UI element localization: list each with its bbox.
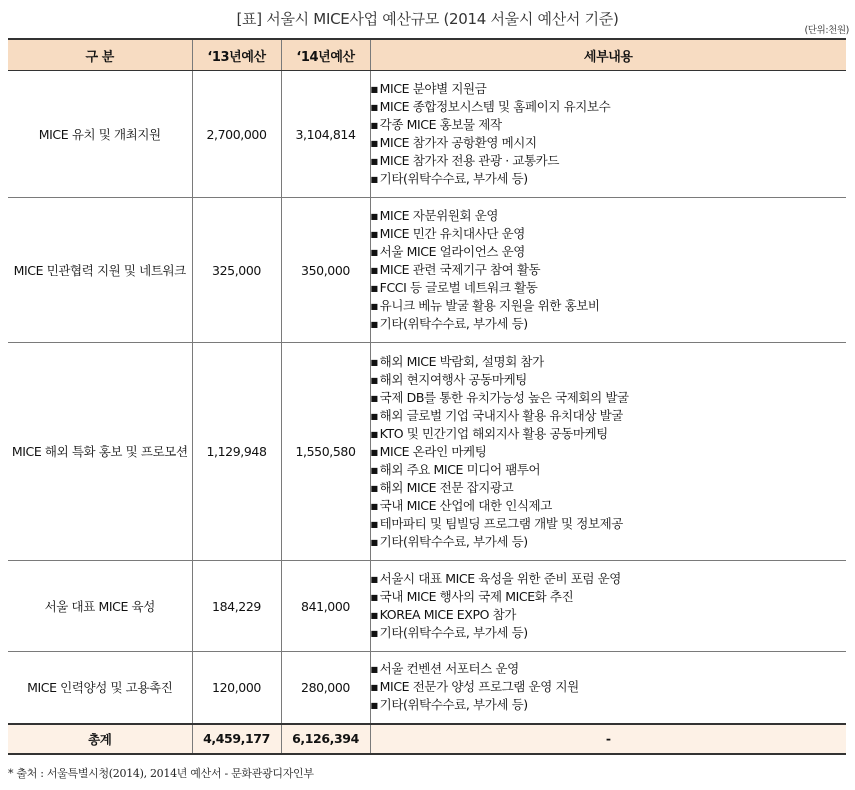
detail-item: ■ 해외 MICE 박람회, 설명회 참가 — [371, 353, 847, 371]
row-budget-2014: 841,000 — [281, 561, 370, 652]
detail-item: ■ KOREA MICE EXPO 참가 — [371, 606, 847, 624]
detail-item: ■ MICE 참가자 공항환영 메시지 — [371, 134, 847, 152]
total-budget-2013: 4,459,177 — [192, 724, 281, 754]
detail-item: ■ KTO 및 민간기업 해외지사 활용 공동마케팅 — [371, 425, 847, 443]
row-budget-2013: 184,229 — [192, 561, 281, 652]
row-category: MICE 민관협력 지원 및 네트워크 — [8, 198, 192, 343]
detail-item: ■ MICE 온라인 마케팅 — [371, 443, 847, 461]
header-budget-2014: ‘14년예산 — [281, 39, 370, 71]
header-details: 세부내용 — [370, 39, 846, 71]
detail-item: ■ 서울 MICE 얼라이언스 운영 — [371, 243, 847, 261]
detail-item: ■ 테마파티 및 팀빌딩 프로그램 개발 및 정보제공 — [371, 515, 847, 533]
row-category: MICE 인력양성 및 고용촉진 — [8, 652, 192, 724]
table-row — [8, 198, 846, 343]
row-details — [370, 343, 846, 561]
detail-item: ■ 기타(위탁수수료, 부가세 등) — [371, 696, 847, 714]
header-category: 구 분 — [8, 39, 192, 71]
detail-item: ■ 국내 MICE 산업에 대한 인식제고 — [371, 497, 847, 515]
row-budget-2014: 1,550,580 — [281, 343, 370, 561]
row-details — [370, 561, 846, 652]
detail-item: ■ 기타(위탁수수료, 부가세 등) — [371, 624, 847, 642]
unit-note: (단위:천원) — [804, 25, 849, 36]
row-category: MICE 유치 및 개최지원 — [8, 71, 192, 198]
table-row — [8, 561, 846, 652]
detail-item: ■ 기타(위탁수수료, 부가세 등) — [371, 533, 847, 551]
total-budget-2014: 6,126,394 — [281, 724, 370, 754]
row-budget-2013: 2,700,000 — [192, 71, 281, 198]
detail-item: ■ 서울시 대표 MICE 육성을 위한 준비 포럼 운영 — [371, 570, 847, 588]
detail-item: ■ 해외 주요 MICE 미디어 팸투어 — [371, 461, 847, 479]
table-title: [표] 서울시 MICE사업 예산규모 (2014 서울시 예산서 기준) — [236, 10, 619, 28]
header-row — [8, 39, 846, 71]
detail-item: ■ 해외 현지여행사 공동마케팅 — [371, 371, 847, 389]
table-row — [8, 343, 846, 561]
detail-item: ■ MICE 참가자 전용 관광 · 교통카드 — [371, 152, 847, 170]
row-budget-2014: 350,000 — [281, 198, 370, 343]
table-row — [8, 71, 846, 198]
budget-table — [8, 38, 846, 755]
row-details — [370, 71, 846, 198]
row-budget-2014: 280,000 — [281, 652, 370, 724]
total-label: 총계 — [8, 724, 192, 754]
detail-item: ■ MICE 종합정보시스템 및 홈페이지 유지보수 — [371, 98, 847, 116]
total-details: - — [370, 724, 846, 754]
detail-item: ■ MICE 분야별 지원금 — [371, 80, 847, 98]
total-row — [8, 724, 846, 754]
detail-item: ■ 각종 MICE 홍보물 제작 — [371, 116, 847, 134]
detail-item: ■ 해외 MICE 전문 잡지광고 — [371, 479, 847, 497]
row-budget-2013: 120,000 — [192, 652, 281, 724]
detail-item: ■ 국내 MICE 행사의 국제 MICE화 추진 — [371, 588, 847, 606]
row-category: 서울 대표 MICE 육성 — [8, 561, 192, 652]
detail-item: ■ 국제 DB를 통한 유치가능성 높은 국제회의 발굴 — [371, 389, 847, 407]
detail-item: ■ FCCI 등 글로벌 네트워크 활동 — [371, 279, 847, 297]
row-budget-2013: 1,129,948 — [192, 343, 281, 561]
row-budget-2013: 325,000 — [192, 198, 281, 343]
row-details — [370, 198, 846, 343]
header-budget-2013: ‘13년예산 — [192, 39, 281, 71]
detail-item: ■ 기타(위탁수수료, 부가세 등) — [371, 315, 847, 333]
row-budget-2014: 3,104,814 — [281, 71, 370, 198]
row-details — [370, 652, 846, 724]
detail-item: ■ 서울 컨벤션 서포터스 운영 — [371, 660, 847, 678]
row-category: MICE 해외 특화 홍보 및 프로모션 — [8, 343, 192, 561]
detail-item: ■ 해외 글로벌 기업 국내지사 활용 유치대상 발굴 — [371, 407, 847, 425]
detail-item: ■ MICE 자문위원회 운영 — [371, 207, 847, 225]
detail-item: ■ 유니크 베뉴 발굴 활용 지원을 위한 홍보비 — [371, 297, 847, 315]
detail-item: ■ MICE 관련 국제기구 참여 활동 — [371, 261, 847, 279]
detail-item: ■ MICE 전문가 양성 프로그램 운영 지원 — [371, 678, 847, 696]
table-row — [8, 652, 846, 724]
source-note: * 출처 : 서울특별시청(2014), 2014년 예산서 - 문화관광디자인부 — [8, 767, 314, 780]
detail-item: ■ MICE 민간 유치대사단 운영 — [371, 225, 847, 243]
detail-item: ■ 기타(위탁수수료, 부가세 등) — [371, 170, 847, 188]
